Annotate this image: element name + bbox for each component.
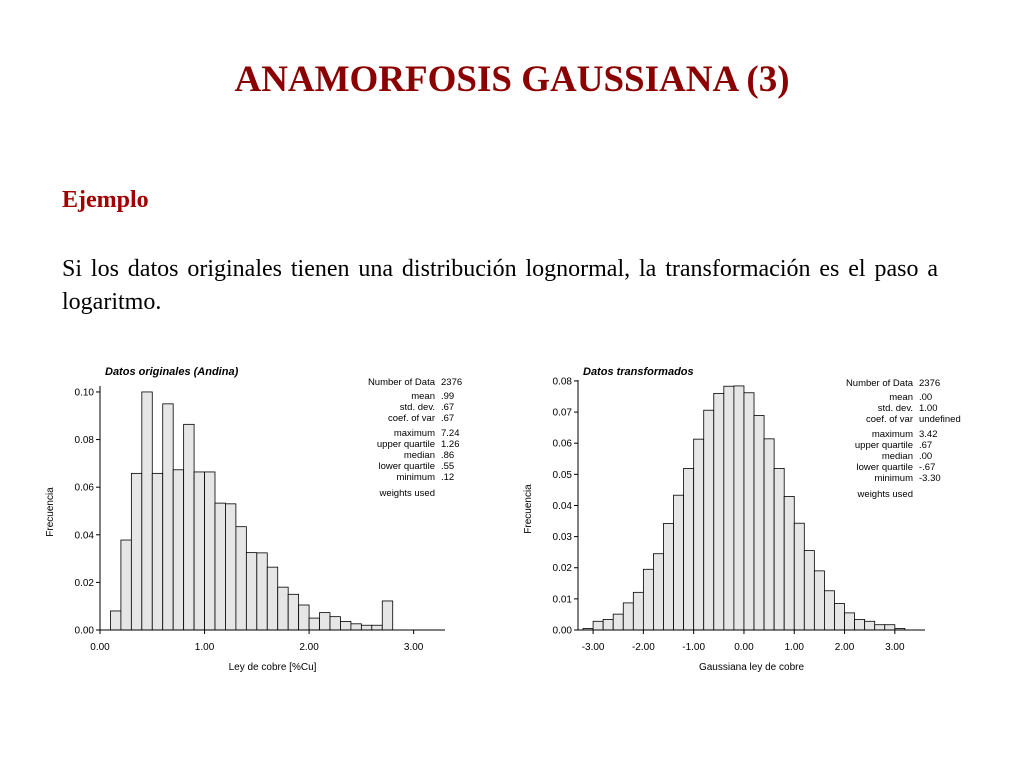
- histogram-bar: [623, 603, 633, 630]
- y-tick-label: 0.02: [74, 577, 94, 589]
- x-tick-label: 3.00: [403, 642, 424, 653]
- histogram-bar: [663, 524, 673, 630]
- histogram-bar: [593, 621, 603, 630]
- histogram-bar: [267, 567, 277, 630]
- stat-label: std. dev.: [877, 403, 913, 414]
- x-axis-label: Ley de cobre [%Cu]: [228, 662, 317, 673]
- histogram-bar: [351, 624, 361, 630]
- y-tick-label: 0.04: [552, 500, 572, 512]
- histogram-bar: [603, 619, 613, 630]
- histogram-bar: [744, 393, 754, 630]
- histogram-bar: [694, 439, 704, 630]
- section-heading: Ejemplo: [62, 187, 149, 213]
- histogram-chart-1: [45, 366, 462, 673]
- body-paragraph: Si los datos originales tienen una distribución lognormal, la transformación es el paso a logaritmo.: [62, 256, 938, 315]
- y-tick-label: 0.05: [552, 469, 572, 481]
- stat-label: median: [403, 450, 435, 461]
- y-tick-label: 0.06: [552, 438, 572, 450]
- histogram-bar: [875, 625, 885, 630]
- stat-label: std. dev.: [399, 402, 435, 413]
- stat-value: 2376: [441, 377, 463, 388]
- histogram-bar: [340, 621, 350, 630]
- histogram-bar: [110, 611, 120, 630]
- x-tick-label: 1.00: [194, 642, 215, 653]
- stat-label: Number of Data: [845, 378, 913, 389]
- x-tick-label: 2.00: [299, 642, 319, 653]
- y-tick-label: 0.01: [552, 594, 572, 606]
- stat-value: 2376: [919, 378, 941, 389]
- stat-label: mean: [889, 392, 913, 403]
- histogram-bar: [674, 495, 684, 630]
- histogram-bar: [288, 594, 298, 630]
- histogram-bar: [257, 553, 267, 630]
- x-tick-label: 3.00: [885, 642, 905, 653]
- x-tick-label: -2.00: [631, 642, 655, 653]
- stat-label: weights used: [857, 489, 913, 500]
- histogram-bar: [299, 605, 309, 630]
- stat-value: .67: [441, 413, 455, 424]
- y-axis-label: Frecuencia: [523, 484, 534, 534]
- histogram-bar: [372, 625, 382, 630]
- histogram-bar: [613, 614, 623, 630]
- y-tick-label: 0.04: [74, 530, 94, 542]
- stat-value: .12: [441, 472, 455, 483]
- stat-value: .55: [441, 461, 455, 472]
- stat-label: upper quartile: [376, 439, 435, 450]
- histogram-bar: [653, 554, 663, 630]
- histogram-bar: [361, 625, 371, 630]
- x-tick-label: -3.00: [581, 642, 605, 653]
- stat-label: median: [881, 451, 913, 462]
- x-axis-label: Gaussiana ley de cobre: [698, 662, 805, 673]
- y-tick-label: 0.07: [552, 407, 572, 419]
- stat-value: .99: [441, 391, 455, 402]
- histogram-bar: [734, 386, 744, 630]
- stat-value: 1.00: [919, 403, 938, 414]
- histogram-bar: [173, 470, 183, 630]
- histogram-bar: [236, 527, 246, 630]
- stat-value: .00: [919, 451, 933, 462]
- histogram-bar: [684, 468, 694, 630]
- stat-label: lower quartile: [856, 462, 913, 473]
- stat-value: .86: [441, 450, 455, 461]
- histogram-bar: [754, 415, 764, 630]
- histogram-bar: [633, 592, 643, 630]
- histogram-bar: [885, 625, 895, 630]
- histogram-bar: [246, 553, 256, 630]
- x-tick-label: -1.00: [682, 642, 706, 653]
- histogram-bar: [794, 523, 804, 630]
- y-tick-label: 0.08: [74, 435, 94, 447]
- stat-label: mean: [411, 391, 435, 402]
- y-tick-label: 0.03: [552, 532, 572, 544]
- stat-value: -3.30: [919, 473, 941, 484]
- histogram-bar: [814, 571, 824, 630]
- stat-label: minimum: [396, 472, 435, 483]
- stat-value: -.67: [919, 462, 936, 473]
- histogram-bar: [764, 439, 774, 630]
- histogram-bar: [215, 503, 225, 630]
- histogram-bar: [278, 587, 288, 630]
- histogram-bar: [774, 468, 784, 630]
- y-tick-label: 0.00: [74, 625, 94, 637]
- histogram-bar: [142, 392, 152, 630]
- stat-label: Number of Data: [367, 377, 435, 388]
- histogram-bar: [121, 540, 131, 630]
- histogram-bar: [855, 619, 865, 630]
- histogram-bar: [714, 393, 724, 630]
- stat-label: maximum: [871, 429, 913, 440]
- y-tick-label: 0.00: [552, 625, 572, 637]
- stat-label: maximum: [393, 428, 435, 439]
- histogram-bar: [309, 618, 319, 630]
- histogram-bar: [163, 404, 173, 630]
- y-tick-label: 0.06: [74, 482, 94, 494]
- x-tick-label: 0.00: [734, 642, 754, 653]
- chart-title: Datos transformados: [583, 366, 694, 378]
- histogram-bar: [834, 604, 844, 630]
- stat-label: upper quartile: [854, 440, 913, 451]
- histogram-bar: [205, 472, 215, 630]
- x-tick-label: 1.00: [784, 642, 804, 653]
- stat-value: 7.24: [441, 428, 460, 439]
- histogram-bar: [865, 621, 875, 630]
- chart-title: Datos originales (Andina): [105, 366, 239, 378]
- histogram-bar: [704, 410, 714, 630]
- stat-label: weights used: [379, 488, 435, 499]
- x-tick-label: 2.00: [834, 642, 855, 653]
- histogram-bar: [824, 591, 834, 630]
- slide-title: ANAMORFOSIS GAUSSIANA (3): [234, 59, 790, 100]
- y-tick-label: 0.08: [552, 376, 572, 388]
- histogram-bar: [643, 569, 653, 630]
- histogram-bar: [320, 613, 330, 630]
- histogram-bar: [225, 504, 235, 630]
- histogram-bar: [194, 472, 204, 630]
- histogram-chart-2: [523, 366, 961, 673]
- histogram-bar: [724, 386, 734, 630]
- stat-value: 1.26: [441, 439, 460, 450]
- stat-value: .00: [919, 392, 933, 403]
- x-tick-label: 0.00: [90, 642, 110, 653]
- histogram-bar: [184, 424, 194, 630]
- histogram-bar: [784, 496, 794, 630]
- stat-label: minimum: [874, 473, 913, 484]
- y-tick-label: 0.02: [552, 563, 572, 575]
- stat-value: .67: [919, 440, 933, 451]
- histogram-bar: [131, 473, 141, 630]
- histogram-bar: [804, 551, 814, 630]
- stat-value: undefined: [919, 414, 961, 425]
- stat-label: coef. of var: [388, 413, 435, 424]
- histogram-bar: [382, 601, 392, 630]
- stat-label: lower quartile: [378, 461, 435, 472]
- histogram-bar: [152, 473, 162, 630]
- y-axis-label: Frecuencia: [45, 487, 56, 537]
- histogram-bar: [330, 617, 340, 630]
- stat-label: coef. of var: [866, 414, 913, 425]
- y-tick-label: 0.10: [74, 387, 94, 399]
- stat-value: 3.42: [919, 429, 938, 440]
- stat-value: .67: [441, 402, 455, 413]
- histogram-bar: [845, 613, 855, 630]
